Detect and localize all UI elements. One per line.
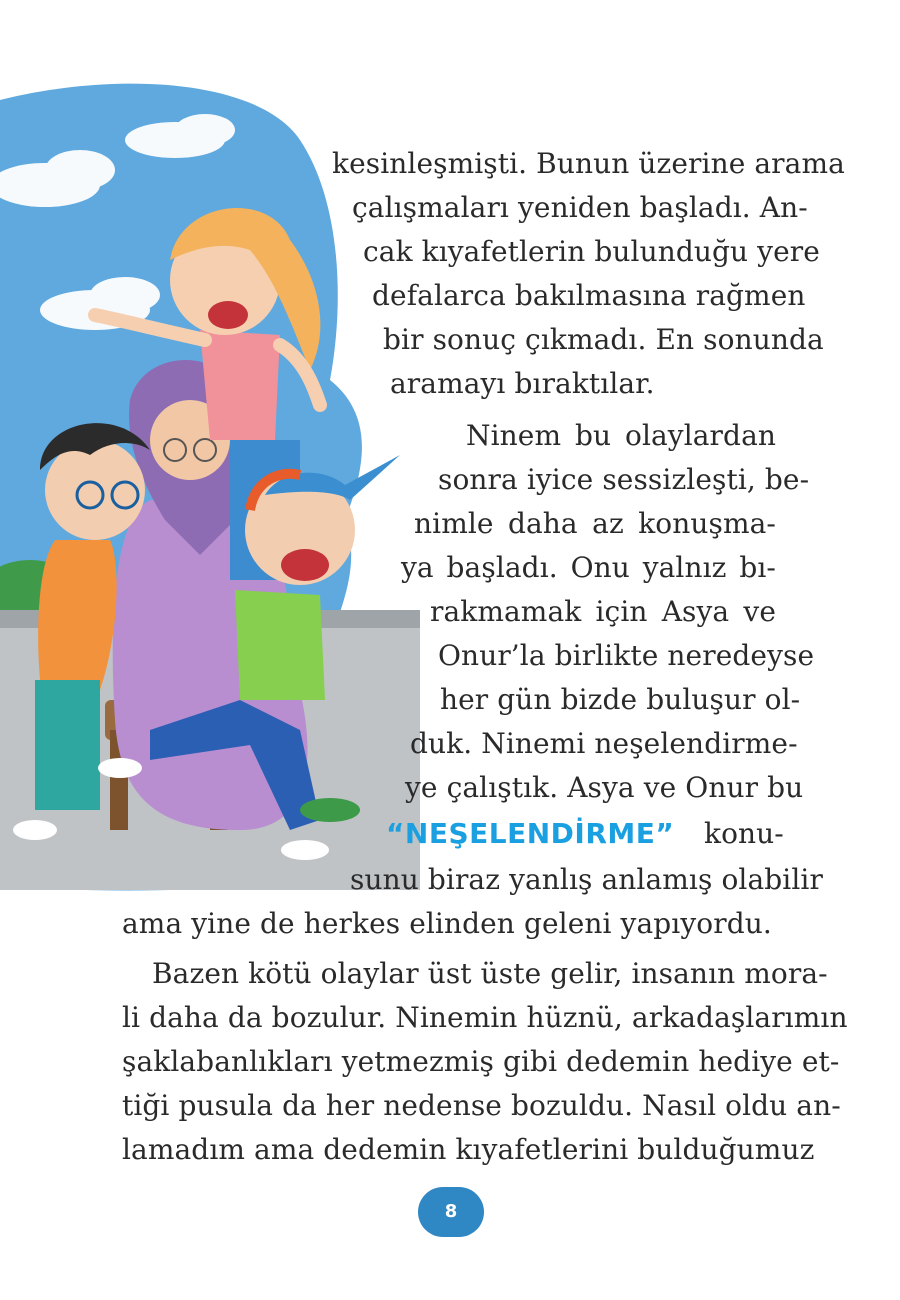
text-line: şaklabanlıkları yetmezmiş gibi dedemin hediye et- <box>122 1045 840 1078</box>
text-line: Onur’la birlikte neredeyse <box>438 639 815 672</box>
text-line: duk. Ninemi neşelendirme- <box>410 727 798 760</box>
text-line: aramayı bıraktılar. <box>390 367 655 400</box>
text-line: rakmamak için Asya ve <box>430 595 776 628</box>
text-line: li daha da bozulur. Ninemin hüznü, arkadaşlarımın <box>122 1001 848 1034</box>
text-line: tiği pusula da her nedense bozuldu. Nasıl oldu an- <box>122 1089 841 1122</box>
emphasis-word: “NEŞELENDİRME” <box>386 817 675 850</box>
text-line: Ninem bu olaylardan <box>466 419 776 452</box>
text-line: Bazen kötü olaylar üst üste gelir, insanın mora- <box>152 957 828 990</box>
illustration-grandmother-with-children <box>0 0 420 900</box>
text-line: nimle daha az konuşma- <box>414 507 776 540</box>
text-line: lamadım ama dedemin kıyafetlerini bulduğumuz <box>122 1133 815 1166</box>
text-line: cak kıyafetlerin bulunduğu yere <box>363 235 820 268</box>
page-number-badge: 8 <box>418 1187 484 1237</box>
text-line: konu- <box>704 817 784 850</box>
text-line: kesinleşmişti. Bunun üzerine arama <box>332 147 845 180</box>
text-line: sunu biraz yanlış anlamış olabilir <box>350 863 823 896</box>
text-line: bir sonuç çıkmadı. En sonunda <box>383 323 824 356</box>
text-line: defalarca bakılmasına rağmen <box>372 279 806 312</box>
text-line: çalışmaları yeniden başladı. An- <box>352 191 808 224</box>
text-line: ye çalıştık. Asya ve Onur bu <box>405 771 804 804</box>
text-line: her gün bizde buluşur ol- <box>440 683 801 716</box>
text-line: sonra iyice sessizleşti, be- <box>438 463 810 496</box>
text-line: ya başladı. Onu yalnız bı- <box>401 551 776 584</box>
text-line: ama yine de herkes elinden geleni yapıyordu. <box>122 907 772 940</box>
